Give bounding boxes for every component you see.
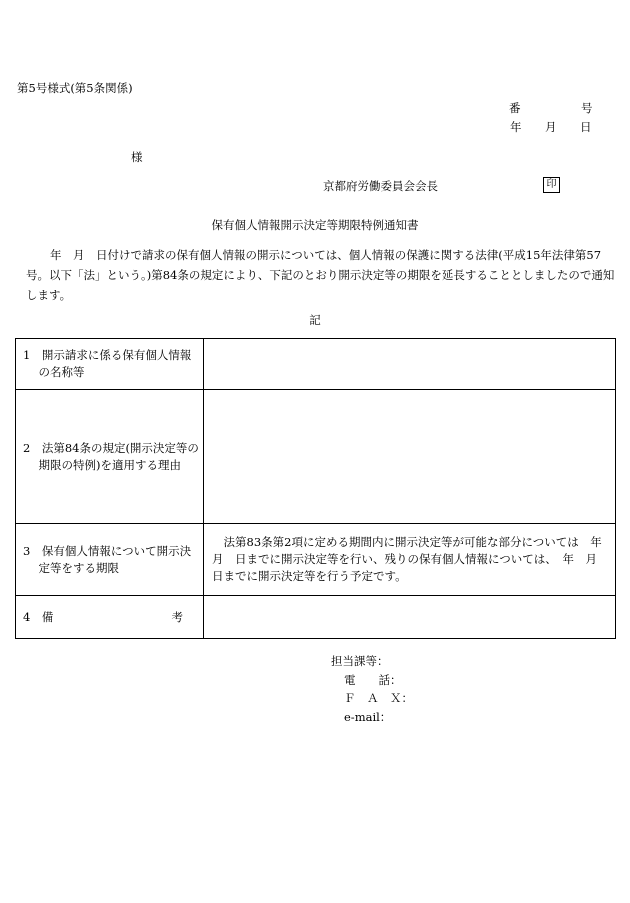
document-number-suffix: 号 bbox=[581, 101, 593, 115]
table-row bbox=[16, 390, 616, 524]
contact-block bbox=[331, 652, 413, 726]
body-paragraph-text: 年 月 日付けで請求の保有個人情報の開示については、個人情報の保護に関する法律(平成15年法律第57号。以下「法」という。)第84条の規定により、下記のとおり開示決定等の期限を延長することとしましたので通知します。 bbox=[26, 248, 615, 302]
row-4-label: 4 備 考 bbox=[16, 596, 204, 639]
table-row bbox=[16, 596, 616, 639]
ki-heading: 記 bbox=[309, 313, 321, 327]
contact-email-label: e-mail： bbox=[344, 709, 392, 724]
detail-table bbox=[15, 338, 616, 639]
row-2-value[interactable] bbox=[204, 390, 616, 524]
row-1-label: 1 開示請求に係る保有個人情報の名称等 bbox=[16, 339, 204, 390]
row-3-value[interactable]: 法第83条第2項に定める期間内に開示決定等が可能な部分については 年 月 日までに開示決定等を行い、残りの保有個人情報については、 年 月 日までに開示決定等を行う予定です。 bbox=[204, 524, 616, 596]
row-1-value[interactable] bbox=[204, 339, 616, 390]
date-month-label: 月 bbox=[545, 120, 557, 134]
table-row bbox=[16, 524, 616, 596]
row-3-label: 3 保有個人情報について開示決定等をする期限 bbox=[16, 524, 204, 596]
table-row bbox=[16, 339, 616, 390]
recipient-honorific: 様 bbox=[131, 150, 143, 164]
seal-stamp: 印 bbox=[543, 177, 560, 193]
row-4-value[interactable] bbox=[204, 596, 616, 639]
body-paragraph bbox=[26, 245, 618, 305]
document-title: 保有個人情報開示決定等期限特例通知書 bbox=[211, 218, 419, 232]
contact-phone-label: 電 話： bbox=[344, 672, 402, 687]
row-2-label: 2 法第84条の規定(開示決定等の期限の特例)を適用する理由 bbox=[16, 390, 204, 524]
contact-dept-label: 担当課等： bbox=[331, 654, 389, 668]
date-day-label: 日 bbox=[580, 120, 592, 134]
date-year-label: 年 bbox=[510, 120, 522, 134]
sender-name: 京都府労働委員会会長 bbox=[323, 179, 438, 193]
document-number-label: 番 bbox=[509, 101, 521, 115]
form-number: 第5号様式(第5条関係) bbox=[17, 81, 133, 95]
contact-fax-label: Ｆ Ａ Ｘ： bbox=[344, 691, 413, 705]
